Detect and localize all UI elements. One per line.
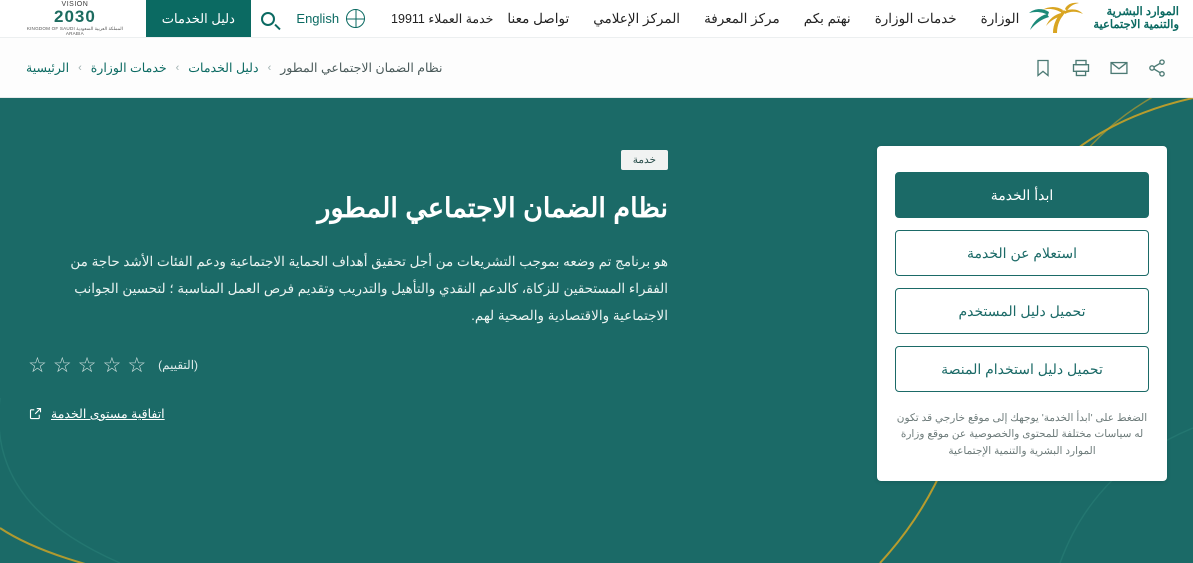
email-icon[interactable] xyxy=(1109,58,1129,78)
page-title: نظام الضمان الاجتماعي المطور xyxy=(317,193,668,223)
breadcrumb-separator: › xyxy=(78,61,82,74)
rating-star-5[interactable]: ☆ xyxy=(28,353,47,377)
search-icon xyxy=(261,12,275,26)
service-info xyxy=(28,150,668,421)
search-button[interactable] xyxy=(251,0,285,37)
vision-word: VISION xyxy=(61,0,89,8)
nav-ministry[interactable]: الوزارة xyxy=(980,10,1020,26)
service-rating[interactable] xyxy=(28,355,668,376)
brand-line-1: الموارد البشرية xyxy=(1106,5,1179,18)
rating-label: (التقييم) xyxy=(158,358,199,373)
language-switcher[interactable] xyxy=(284,9,377,28)
breadcrumb-item-ministry-services[interactable]: خدمات الوزارة xyxy=(90,61,167,75)
sla-link-row[interactable] xyxy=(28,406,668,421)
rating-stars[interactable] xyxy=(28,355,146,376)
brand-line-2: والتنمية الاجتماعية xyxy=(1093,18,1179,31)
nav-contact-us[interactable]: تواصل معنا xyxy=(507,10,570,26)
breadcrumb-bar xyxy=(0,37,1193,98)
top-navigation-bar xyxy=(0,0,1193,37)
service-hero-section xyxy=(0,98,1193,563)
external-site-note: الضغط على 'ابدأ الخدمة' يوجهك إلى موقع خارجي قد تكون له سياسات مختلفة للمحتوى والخصوصية عن موقع وزارة الموارد البشرية والتنمية الإجتماعية xyxy=(896,412,1148,457)
main-nav-links xyxy=(507,0,1019,37)
nav-media-center[interactable]: المركز الإعلامي xyxy=(593,10,681,26)
breadcrumb-separator: › xyxy=(267,61,272,74)
rating-star-1[interactable]: ☆ xyxy=(127,353,147,377)
download-user-guide-button[interactable]: تحميل دليل المستخدم xyxy=(895,288,1149,334)
globe-icon xyxy=(346,9,365,28)
language-label: English xyxy=(296,11,340,26)
start-service-button[interactable]: ابدأ الخدمة xyxy=(895,172,1149,218)
status-badge: خدمة xyxy=(621,150,668,170)
nav-we-care[interactable]: نهتم بكم xyxy=(803,10,851,26)
vision-2030-logo xyxy=(0,1,146,36)
external-link-icon xyxy=(28,406,43,421)
service-description: هو برنامج تم وضعه بموجب التشريعات من أجل تحقيق أهداف الحماية الاجتماعية ودعم الفئات الأشد حاجة من الفقراء المستحقين للزكاة، كالدعم النقدي والتأهيل والتدريب وتقديم فرص العمل المناسبة ؛ لتحسين الجوانب الاجتماعية والاقتصادية والصحية لهم. xyxy=(70,253,668,323)
page-tools xyxy=(1033,58,1167,78)
service-actions-card xyxy=(877,146,1167,481)
bookmark-icon[interactable] xyxy=(1033,58,1053,78)
vision-kingdom: المملكة العربية السعودية KINGDOM OF SAUDI ARABIA xyxy=(26,25,123,36)
download-platform-guide-button[interactable]: تحميل دليل استخدام المنصة xyxy=(895,346,1149,392)
breadcrumb xyxy=(26,60,443,75)
share-icon[interactable] xyxy=(1147,58,1167,78)
site-logo[interactable] xyxy=(1027,0,1193,37)
print-icon[interactable] xyxy=(1071,58,1091,78)
nav-knowledge-center[interactable]: مركز المعرفة xyxy=(704,10,780,26)
brand-name xyxy=(1093,6,1179,32)
breadcrumb-separator: › xyxy=(175,61,180,74)
rating-star-4[interactable]: ☆ xyxy=(52,353,72,377)
rating-star-3[interactable]: ☆ xyxy=(77,353,97,377)
service-inquiry-button[interactable]: استعلام عن الخدمة xyxy=(895,230,1149,276)
breadcrumb-item-home[interactable]: الرئيسية xyxy=(26,61,70,75)
palm-tree-logo xyxy=(1027,2,1083,36)
nav-ministry-services[interactable]: خدمات الوزارة xyxy=(874,10,957,26)
rating-star-2[interactable]: ☆ xyxy=(102,353,122,377)
services-guide-button[interactable]: دليل الخدمات xyxy=(146,0,251,37)
sla-link[interactable]: اتفاقية مستوى الخدمة xyxy=(51,406,165,421)
vision-year: 2030 xyxy=(53,6,96,26)
breadcrumb-item-current: نظام الضمان الاجتماعي المطور xyxy=(280,61,443,75)
breadcrumb-item-services-guide[interactable]: دليل الخدمات xyxy=(188,61,259,75)
customer-service-number[interactable]: خدمة العملاء 19911 xyxy=(391,12,494,26)
